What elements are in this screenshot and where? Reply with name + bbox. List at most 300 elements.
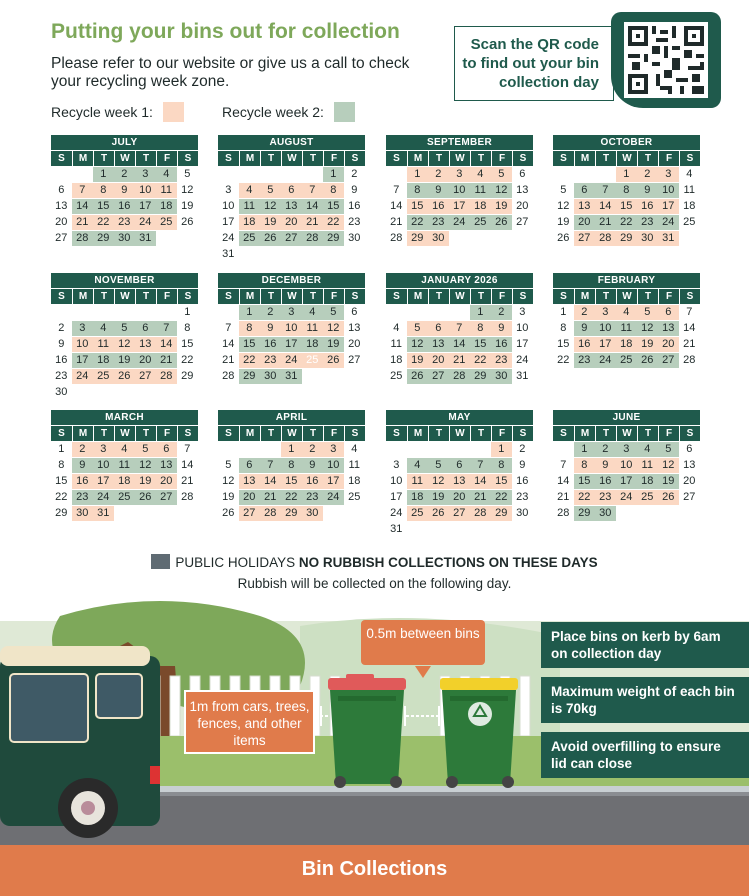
calendar-day: 30: [428, 231, 449, 246]
calendar-day: 11: [348, 459, 360, 471]
calendar-day: 7: [393, 184, 400, 196]
calendar-day: 18: [302, 337, 323, 352]
calendar-day: 19: [135, 474, 156, 489]
calendar-day: 18: [616, 337, 637, 352]
calendar-day: 30: [348, 232, 361, 244]
calendar-day: 19: [428, 490, 449, 505]
month-title: SEPTEMBER: [386, 135, 533, 150]
empty-cell: [449, 442, 470, 458]
weekday-label: W: [616, 289, 637, 304]
qr-code-icon[interactable]: [624, 22, 708, 98]
calendar-day: 23: [574, 353, 595, 368]
day-grid: [553, 305, 700, 369]
month-may: [386, 410, 533, 538]
calendar-day: 4: [93, 321, 114, 336]
calendar-day: 18: [683, 200, 696, 212]
calendar-day: 23: [637, 215, 658, 230]
month-title: APRIL: [218, 410, 365, 425]
weekday-label: F: [323, 151, 344, 166]
calendar-day: 9: [302, 458, 323, 473]
calendar-day: 8: [616, 183, 637, 198]
month-title: JUNE: [553, 410, 700, 425]
calendar-day: 21: [260, 490, 281, 505]
calendar-day: 6: [135, 321, 156, 336]
calendar-day: 6: [519, 168, 526, 180]
calendar-day: 15: [55, 475, 68, 487]
month-title: OCTOBER: [553, 135, 700, 150]
calendar-day: 29: [574, 506, 595, 521]
weekday-label: F: [156, 151, 177, 166]
calendar-day: 17: [281, 337, 302, 352]
calendar-day: 26: [407, 369, 428, 384]
holiday-swatch: [151, 554, 170, 569]
calendar-day: 3: [93, 442, 114, 457]
calendar-day: 22: [407, 215, 428, 230]
calendar-day: 12: [557, 200, 570, 212]
empty-cell: [260, 442, 281, 458]
calendar-day: 26: [114, 369, 135, 384]
calendar-day: 13: [239, 474, 260, 489]
calendar-day: 4: [407, 458, 428, 473]
weekday-label: W: [114, 289, 135, 304]
weekday-label: W: [114, 426, 135, 441]
calendar-day: 14: [302, 199, 323, 214]
empty-cell: [470, 442, 491, 458]
calendar-day: 27: [156, 490, 177, 505]
qr-code-panel[interactable]: [611, 12, 721, 108]
calendar-day: 28: [390, 232, 403, 244]
calendar-day: 8: [407, 183, 428, 198]
calendar-day: 5: [428, 458, 449, 473]
calendar-day: 4: [114, 442, 135, 457]
calendar-day: 5: [491, 167, 512, 182]
weekday-label: S: [177, 289, 198, 304]
calendar-day: 7: [560, 459, 567, 471]
calendar-day: 29: [470, 369, 491, 384]
weekday-label: M: [72, 426, 93, 441]
clearance-callout: 1m from cars, trees, fences, and other items: [184, 690, 315, 754]
calendar-day: 30: [114, 231, 135, 246]
weekday-label: S: [225, 428, 232, 439]
weekday-label: W: [616, 426, 637, 441]
calendar-day: 15: [470, 337, 491, 352]
calendar-day: 30: [260, 369, 281, 384]
weekday-label: W: [281, 151, 302, 166]
calendar-day: 18: [407, 490, 428, 505]
calendar-day: 16: [491, 337, 512, 352]
calendar-day: 10: [323, 458, 344, 473]
calendar-day: 10: [222, 200, 235, 212]
weekday-label: T: [93, 151, 114, 166]
calendar-day: 10: [93, 458, 114, 473]
calendar-day: 5: [658, 442, 679, 457]
month-august: [218, 135, 365, 263]
calendar-day: 29: [407, 231, 428, 246]
calendar-day: 31: [222, 248, 235, 260]
calendar-day: 12: [260, 199, 281, 214]
calendar-day: 18: [637, 474, 658, 489]
legend-week2-label: Recycle week 2:: [222, 104, 324, 120]
month-june: [553, 410, 700, 522]
empty-cell: [135, 305, 156, 321]
calendar-day: 3: [519, 306, 526, 318]
calendar-day: 23: [348, 216, 361, 228]
calendar-day: 6: [686, 443, 693, 455]
weekday-header: [553, 151, 700, 166]
day-grid: [386, 167, 533, 247]
day-grid: [51, 305, 198, 401]
spacing-callout: 0.5m between bins: [361, 620, 485, 665]
calendar-day: 27: [428, 369, 449, 384]
month-title: AUGUST: [218, 135, 365, 150]
empty-cell: [428, 442, 449, 458]
empty-cell: [218, 305, 239, 321]
calendar-day: 26: [557, 232, 570, 244]
calendar-day: 13: [348, 322, 361, 334]
calendar-day: 12: [114, 337, 135, 352]
calendar-day: 19: [260, 215, 281, 230]
calendar-day: 24: [658, 215, 679, 230]
calendar-day: 28: [449, 369, 470, 384]
calendar-day: 25: [683, 216, 696, 228]
calendar-day: 1: [239, 305, 260, 320]
calendar-day: 10: [516, 322, 529, 334]
calendar-day: 26: [491, 215, 512, 230]
calendar-day: 2: [637, 167, 658, 182]
calendar-day: 10: [281, 321, 302, 336]
calendar-day: 22: [557, 354, 570, 366]
calendar-day: 19: [658, 474, 679, 489]
weekday-label: T: [302, 426, 323, 441]
calendar-day: 17: [222, 216, 235, 228]
calendar-day: 7: [156, 321, 177, 336]
month-title: JULY: [51, 135, 198, 150]
calendar-day: 4: [637, 442, 658, 457]
calendar-day: 24: [390, 507, 403, 519]
calendar-day: 27: [135, 369, 156, 384]
weekday-header: [51, 289, 198, 304]
calendar-day: 16: [72, 474, 93, 489]
weekday-label: M: [574, 289, 595, 304]
calendar-day: 28: [181, 491, 194, 503]
weekday-label: S: [393, 291, 400, 302]
legend-week2-swatch: [334, 102, 355, 122]
weekday-label: T: [428, 426, 449, 441]
calendar-day: 5: [184, 168, 191, 180]
calendar-day: 2: [491, 305, 512, 320]
calendar-day: 22: [181, 354, 194, 366]
calendar-day: 10: [449, 183, 470, 198]
calendar-day: 27: [55, 232, 68, 244]
weekday-label: T: [595, 289, 616, 304]
calendar-day: 24: [323, 490, 344, 505]
calendar-day: 2: [114, 167, 135, 182]
weekday-header: [51, 151, 198, 166]
calendar-day: 2: [58, 322, 65, 334]
empty-cell: [407, 442, 428, 458]
empty-cell: [574, 167, 595, 183]
calendar-day: 24: [516, 354, 529, 366]
calendar-day: 14: [260, 474, 281, 489]
weekday-label: S: [177, 426, 198, 441]
weekday-label: W: [449, 426, 470, 441]
calendar-day: 17: [323, 474, 344, 489]
calendar-day: 23: [302, 490, 323, 505]
weekday-label: S: [344, 289, 365, 304]
calendar-day: 20: [281, 215, 302, 230]
calendar-day: 6: [156, 442, 177, 457]
calendar-day: 27: [239, 506, 260, 521]
calendar-day: 4: [239, 183, 260, 198]
calendar-day: 3: [616, 442, 637, 457]
calendar-day: 11: [470, 183, 491, 198]
weekday-header: [218, 151, 365, 166]
calendar-day: 14: [470, 474, 491, 489]
calendar-day: 9: [491, 321, 512, 336]
month-title: MARCH: [51, 410, 198, 425]
weekday-label: T: [470, 151, 491, 166]
calendar-day: 23: [491, 353, 512, 368]
weekday-label: T: [428, 151, 449, 166]
calendar-day: 20: [574, 215, 595, 230]
calendar-day: 20: [156, 474, 177, 489]
calendar-day: 10: [390, 475, 403, 487]
empty-cell: [218, 167, 239, 183]
calendar-day: 7: [184, 443, 191, 455]
calendar-day: 23: [55, 370, 68, 382]
calendar-day: 8: [93, 183, 114, 198]
calendar-day: 25: [156, 215, 177, 230]
weekday-label: T: [135, 151, 156, 166]
calendar-day: 2: [519, 443, 526, 455]
calendar-day: 25: [239, 231, 260, 246]
calendar-day: 14: [222, 338, 235, 350]
calendar-day: 23: [260, 353, 281, 368]
calendar-day: 6: [239, 458, 260, 473]
calendar-day: 3: [323, 442, 344, 457]
calendar-day: 26: [428, 506, 449, 521]
calendar-day: 20: [428, 353, 449, 368]
calendar-day: 8: [281, 458, 302, 473]
calendar-day: 19: [181, 200, 194, 212]
month-november: [51, 273, 198, 401]
calendar-day: 12: [428, 474, 449, 489]
calendar-day: 15: [239, 337, 260, 352]
calendar-day: 19: [114, 353, 135, 368]
weekday-label: S: [560, 153, 567, 164]
weekday-label: F: [323, 289, 344, 304]
empty-cell: [93, 305, 114, 321]
calendar-day: 27: [449, 506, 470, 521]
day-grid: [218, 305, 365, 385]
calendar-day: 26: [323, 353, 344, 368]
calendar-day: 15: [181, 338, 194, 350]
weekday-label: W: [114, 151, 135, 166]
weekday-label: T: [595, 151, 616, 166]
calendar-day: 17: [135, 199, 156, 214]
calendar-day: 27: [348, 354, 361, 366]
calendar-day: 10: [658, 183, 679, 198]
calendar-day: 24: [72, 369, 93, 384]
empty-cell: [428, 305, 449, 321]
calendar-day: 17: [449, 199, 470, 214]
weekday-label: W: [449, 289, 470, 304]
calendar-day: 3: [281, 305, 302, 320]
empty-cell: [51, 167, 72, 183]
calendar-day: 4: [302, 305, 323, 320]
calendar-day: 30: [637, 231, 658, 246]
calendar-day: 2: [260, 305, 281, 320]
calendar-day: 7: [225, 322, 232, 334]
calendar-day: 31: [281, 369, 302, 384]
calendar-day: 11: [683, 184, 695, 196]
calendar-day: 22: [281, 490, 302, 505]
calendar-day: 3: [225, 184, 232, 196]
empty-cell: [449, 305, 470, 321]
calendar-day: 8: [560, 322, 567, 334]
calendar-day: 27: [683, 491, 696, 503]
calendar-day: 7: [260, 458, 281, 473]
weekday-label: S: [58, 428, 65, 439]
month-title: MAY: [386, 410, 533, 425]
weekday-label: T: [470, 426, 491, 441]
calendar-day: 6: [428, 321, 449, 336]
calendar-day: 21: [72, 215, 93, 230]
calendar-day: 25: [302, 353, 323, 368]
calendar-day: 28: [156, 369, 177, 384]
calendar-day: 2: [574, 305, 595, 320]
calendar-day: 13: [574, 199, 595, 214]
calendar-day: 13: [428, 337, 449, 352]
calendar-day: 20: [516, 200, 529, 212]
weekday-label: S: [225, 153, 232, 164]
calendar-day: 13: [516, 184, 529, 196]
weekday-label: T: [93, 289, 114, 304]
calendar-day: 10: [72, 337, 93, 352]
calendar-day: 13: [55, 200, 68, 212]
calendar-day: 15: [93, 199, 114, 214]
calendar-day: 7: [686, 306, 693, 318]
calendar-day: 20: [449, 490, 470, 505]
calendar-day: 3: [393, 459, 400, 471]
empty-cell: [553, 167, 574, 183]
calendar-day: 20: [55, 216, 68, 228]
month-october: [553, 135, 700, 247]
weekday-header: [386, 289, 533, 304]
weekday-label: M: [574, 426, 595, 441]
calendar-day: 14: [390, 200, 403, 212]
calendar-day: 19: [557, 216, 570, 228]
weekday-header: [218, 426, 365, 441]
general-waste-bin: [328, 674, 406, 788]
calendar-day: 31: [93, 506, 114, 521]
calendar-day: 7: [72, 183, 93, 198]
calendar-day: 2: [428, 167, 449, 182]
weekday-header: [553, 289, 700, 304]
calendar-day: 2: [302, 442, 323, 457]
empty-cell: [386, 442, 407, 458]
calendar-day: 21: [470, 490, 491, 505]
calendar-day: 8: [470, 321, 491, 336]
weekday-label: M: [407, 289, 428, 304]
calendar-day: 31: [390, 523, 403, 535]
calendar-day: 21: [181, 475, 194, 487]
calendar-day: 5: [260, 183, 281, 198]
calendar-day: 21: [595, 215, 616, 230]
calendar-day: 9: [58, 338, 65, 350]
day-grid: [51, 442, 198, 522]
calendar-day: 23: [595, 490, 616, 505]
calendar-day: 11: [616, 321, 637, 336]
calendar-day: 25: [470, 215, 491, 230]
weekday-header: [386, 426, 533, 441]
calendar-day: 30: [302, 506, 323, 521]
calendar-day: 22: [93, 215, 114, 230]
calendar-day: 26: [135, 490, 156, 505]
calendar-day: 1: [560, 306, 567, 318]
calendar-day: 2: [595, 442, 616, 457]
month-title: DECEMBER: [218, 273, 365, 288]
calendar-day: 13: [135, 337, 156, 352]
month-january-2026: [386, 273, 533, 385]
calendar-day: 16: [114, 199, 135, 214]
empty-cell: [595, 167, 616, 183]
empty-cell: [407, 305, 428, 321]
calendar-day: 21: [683, 338, 696, 350]
calendar-day: 18: [114, 474, 135, 489]
tip-no-overfill: Avoid overfilling to ensure lid can close: [541, 732, 749, 778]
calendar-day: 10: [595, 321, 616, 336]
calendar-day: 25: [637, 490, 658, 505]
month-title: NOVEMBER: [51, 273, 198, 288]
calendar-day: 26: [222, 507, 235, 519]
calendar-day: 25: [93, 369, 114, 384]
empty-cell: [114, 305, 135, 321]
weekday-label: S: [393, 428, 400, 439]
month-title: FEBRUARY: [553, 273, 700, 288]
empty-cell: [281, 167, 302, 183]
calendar-day: 17: [658, 199, 679, 214]
calendar-day: 28: [595, 231, 616, 246]
empty-cell: [260, 167, 281, 183]
calendar-day: 25: [348, 491, 361, 503]
weekday-label: W: [616, 151, 637, 166]
calendar-day: 1: [491, 442, 512, 457]
weekday-label: S: [679, 289, 700, 304]
qr-text: Scan the QR code to find out your bin collection day: [462, 36, 599, 91]
calendar-day: 9: [574, 321, 595, 336]
weekday-label: F: [156, 426, 177, 441]
month-title: JANUARY 2026: [386, 273, 533, 288]
calendar-day: 15: [491, 474, 512, 489]
calendar-day: 11: [156, 183, 177, 198]
weekday-label: T: [260, 426, 281, 441]
calendar-day: 19: [407, 353, 428, 368]
weekday-label: S: [393, 153, 400, 164]
calendar-day: 28: [557, 507, 570, 519]
calendar-day: 4: [156, 167, 177, 182]
calendar-day: 19: [491, 199, 512, 214]
calendar-day: 1: [58, 443, 65, 455]
weekday-label: F: [323, 426, 344, 441]
calendar-day: 11: [390, 338, 402, 350]
weekday-label: T: [93, 426, 114, 441]
calendar-day: 17: [93, 474, 114, 489]
calendar-day: 27: [281, 231, 302, 246]
weekday-label: S: [512, 426, 533, 441]
weekday-label: M: [239, 151, 260, 166]
calendar-day: 6: [281, 183, 302, 198]
